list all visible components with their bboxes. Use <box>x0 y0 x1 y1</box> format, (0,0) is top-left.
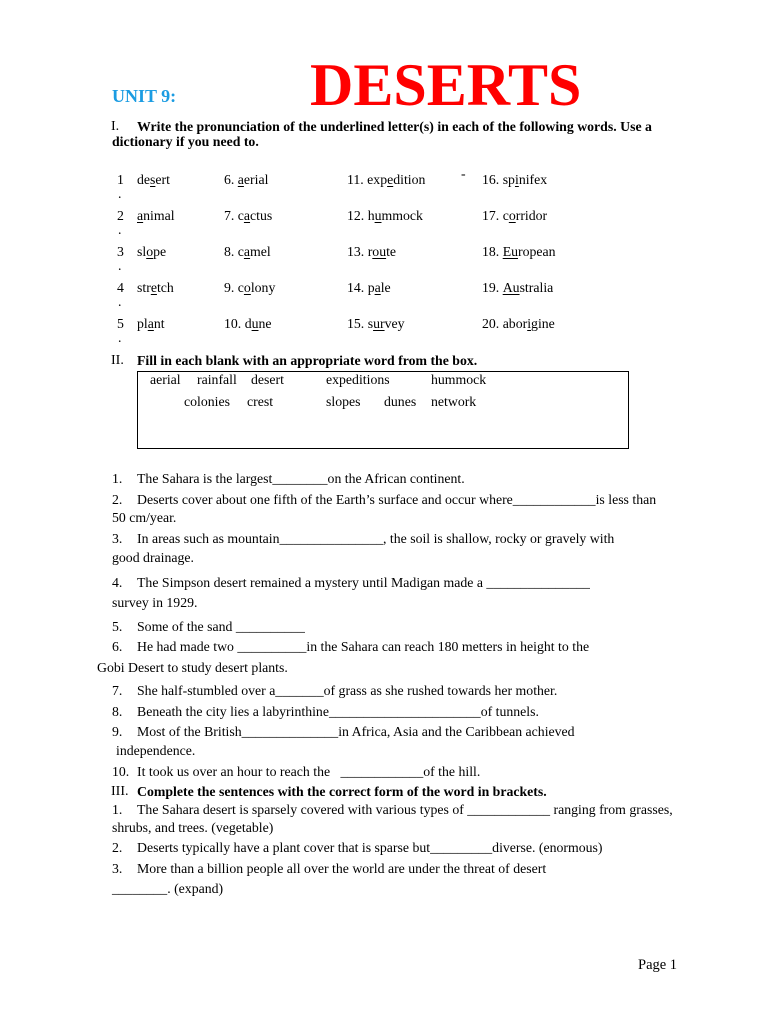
word-prefix: c <box>237 208 244 223</box>
underlined-letters: o <box>508 208 516 223</box>
word-suffix: erial <box>243 172 269 187</box>
word-number: 15. <box>347 316 365 331</box>
word-item <box>482 316 555 332</box>
fill-item-1 <box>0 471 768 486</box>
underlined-letters: i <box>527 316 532 331</box>
word-number: 6. <box>224 172 235 187</box>
word-suffix: le <box>380 280 391 295</box>
word-number: 12. <box>347 208 365 223</box>
item-text-line: ________. (expand) <box>112 881 224 896</box>
item-number: 1. <box>112 471 123 486</box>
word-number-dot: . <box>118 222 122 237</box>
underlined-letters: a <box>147 316 154 331</box>
word-number-dot: . <box>118 258 122 273</box>
word-bank-word: desert <box>251 372 284 387</box>
word-item <box>224 208 272 224</box>
word-number: 7. <box>224 208 235 223</box>
stray-dash-mark: - <box>461 166 466 181</box>
word-prefix: r <box>367 244 373 259</box>
word-bank-word: rainfall <box>197 372 237 387</box>
word-item <box>347 244 396 260</box>
item-number: 3. <box>112 531 123 546</box>
word-suffix: gine <box>531 316 555 331</box>
item-text-line: Some of the sand __________ <box>137 619 305 634</box>
item-number: 2. <box>112 492 123 507</box>
word-number: 17. <box>482 208 500 223</box>
fill-item-4 <box>0 575 768 610</box>
word-number: 2 <box>117 208 124 223</box>
word-suffix: ctus <box>250 208 273 223</box>
word-number: 16. <box>482 172 500 187</box>
item-text-line: Deserts cover about one fifth of the Earth’s surface and occur where____________is less than <box>137 492 657 507</box>
section-3-numeral: III. <box>111 784 129 799</box>
word-suffix: ne <box>258 316 272 331</box>
item-text-line: In areas such as mountain_______________, the soil is shallow, rocky or gravely with <box>137 531 615 546</box>
item-number: 9. <box>112 724 123 739</box>
word-item <box>347 208 423 224</box>
section-3-instruction: Complete the sentences with the correct form of the word in brackets. <box>137 784 547 799</box>
item-number: 6. <box>112 639 123 654</box>
word-suffix: rridor <box>515 208 548 223</box>
word-form-item-2 <box>0 840 768 855</box>
word-bank-word: colonies <box>184 394 230 409</box>
item-number: 10. <box>112 764 130 779</box>
underlined-letters: Eu <box>502 244 519 259</box>
item-text-line: The Sahara desert is sparsely covered with various types of ____________ ranging from grasses, <box>137 802 673 817</box>
word-suffix: te <box>386 244 397 259</box>
word-number-dot: . <box>118 294 122 309</box>
word-suffix: pe <box>153 244 167 259</box>
word-suffix: nt <box>153 316 165 331</box>
word-item <box>224 172 268 188</box>
word-bank-box <box>137 371 629 449</box>
word-suffix: mel <box>250 244 271 259</box>
fill-item-8 <box>0 704 768 719</box>
item-text-line: He had made two __________in the Sahara can reach 180 metters in height to the <box>137 639 590 654</box>
word-number-dot: . <box>118 186 122 201</box>
word-item <box>137 172 170 188</box>
word-number-dot: . <box>118 330 122 345</box>
section-1-instruction-line: dictionary if you need to. <box>112 134 259 149</box>
word-prefix: c <box>237 244 244 259</box>
fill-item-2 <box>0 492 768 525</box>
item-number: 7. <box>112 683 123 698</box>
item-text-line: good drainage. <box>112 550 194 565</box>
word-number: 5 <box>117 316 124 331</box>
word-bank-word: expeditions <box>326 372 390 387</box>
fill-item-6 <box>0 639 768 675</box>
word-item <box>137 208 175 224</box>
word-number: 4 <box>117 280 124 295</box>
word-item <box>224 244 271 260</box>
word-bank-word: aerial <box>150 372 181 387</box>
underlined-letters: i <box>514 172 519 187</box>
item-text-line: Gobi Desert to study desert plants. <box>97 660 288 675</box>
item-number: 5. <box>112 619 123 634</box>
word-suffix: dition <box>393 172 426 187</box>
word-form-item-3 <box>0 861 768 896</box>
word-item <box>347 172 425 188</box>
word-number: 9. <box>224 280 235 295</box>
word-prefix: c <box>237 280 244 295</box>
fill-item-7 <box>0 683 768 698</box>
underlined-letters: o <box>243 280 251 295</box>
item-text-line: Most of the British______________in Africa, Asia and the Caribbean achieved <box>137 724 575 739</box>
underlined-letters: a <box>137 208 144 223</box>
underlined-letters: u <box>374 208 382 223</box>
word-prefix: d <box>244 316 252 331</box>
item-text-line: It took us over an hour to reach the ____________of the hill. <box>137 764 481 779</box>
fill-item-3 <box>0 531 768 565</box>
section-1-instruction-line: Write the pronunciation of the underlined letter(s) in each of the following words. Use a <box>137 119 652 134</box>
item-text-line: She half-stumbled over a_______of grass as she rushed towards her mother. <box>137 683 558 698</box>
word-prefix: h <box>367 208 375 223</box>
word-item <box>224 316 272 332</box>
fill-item-5 <box>0 619 768 634</box>
word-suffix: nifex <box>518 172 548 187</box>
underlined-letters: e <box>387 172 394 187</box>
word-number: 13. <box>347 244 365 259</box>
item-number: 2. <box>112 840 123 855</box>
underlined-letters: ur <box>373 316 385 331</box>
word-prefix: c <box>502 208 509 223</box>
word-suffix: tch <box>156 280 174 295</box>
word-form-item-1 <box>0 802 768 835</box>
unit-label: UNIT 9: <box>112 86 177 106</box>
word-item <box>137 280 174 296</box>
word-suffix: stralia <box>519 280 554 295</box>
underlined-letters: a <box>237 172 244 187</box>
word-prefix: p <box>367 280 375 295</box>
item-number: 8. <box>112 704 123 719</box>
page-title: DESERTS <box>310 52 582 118</box>
word-number: 8. <box>224 244 235 259</box>
item-number: 3. <box>112 861 123 876</box>
word-suffix: nimal <box>143 208 175 223</box>
item-text-line: Beneath the city lies a labyrinthine______________________of tunnels. <box>137 704 539 719</box>
underlined-letters: u <box>251 316 259 331</box>
item-text-line: The Sahara is the largest________on the African continent. <box>137 471 465 486</box>
word-item <box>482 244 556 260</box>
word-suffix: lony <box>250 280 276 295</box>
word-number: 3 <box>117 244 124 259</box>
word-bank-word: dunes <box>384 394 417 409</box>
item-text-line: The Simpson desert remained a mystery until Madigan made a _______________ <box>137 575 590 590</box>
word-item <box>137 316 165 332</box>
word-item <box>482 208 547 224</box>
item-text-line: independence. <box>116 743 196 758</box>
fill-item-10 <box>0 764 768 779</box>
word-item <box>347 316 404 332</box>
section-2-numeral: II. <box>111 353 124 368</box>
word-item <box>482 280 553 296</box>
word-prefix: s <box>367 316 374 331</box>
word-prefix: de <box>137 172 151 187</box>
word-prefix: pl <box>137 316 148 331</box>
word-bank-word: crest <box>247 394 274 409</box>
underlined-letters: a <box>243 208 251 223</box>
word-suffix: mmock <box>381 208 423 223</box>
word-prefix: abor <box>502 316 528 331</box>
page-number: Page 1 <box>638 957 678 973</box>
word-number: 14. <box>347 280 365 295</box>
word-suffix: ert <box>155 172 170 187</box>
item-text-line: shrubs, and trees. (vegetable) <box>112 820 274 835</box>
item-number: 4. <box>112 575 123 590</box>
word-suffix: vey <box>384 316 405 331</box>
section-1-numeral: I. <box>111 119 120 134</box>
underlined-letters: e <box>150 280 157 295</box>
word-number: 11. <box>347 172 364 187</box>
word-item <box>137 244 166 260</box>
word-prefix: str <box>137 280 151 295</box>
underlined-letters: ou <box>372 244 387 259</box>
item-text-line: More than a billion people all over the world are under the threat of desert <box>137 861 547 876</box>
item-text-line: survey in 1929. <box>112 595 198 610</box>
word-number: 19. <box>482 280 500 295</box>
underlined-letters: s <box>150 172 156 187</box>
section-2-instruction: Fill in each blank with an appropriate word from the box. <box>137 353 478 368</box>
word-prefix: exp <box>367 172 388 187</box>
item-text-line: 50 cm/year. <box>112 510 177 525</box>
underlined-letters: o <box>146 244 154 259</box>
word-number: 10. <box>224 316 242 331</box>
item-number: 1. <box>112 802 123 817</box>
word-number: 18. <box>482 244 500 259</box>
item-text-line: Deserts typically have a plant cover that is sparse but_________diverse. (enormous) <box>137 840 603 855</box>
underlined-letters: Au <box>502 280 520 295</box>
word-prefix: sl <box>137 244 147 259</box>
word-number: 1 <box>117 172 124 187</box>
word-number: 20. <box>482 316 500 331</box>
underlined-letters: a <box>374 280 381 295</box>
word-bank-word: network <box>431 394 477 409</box>
word-bank-word: hummock <box>431 372 487 387</box>
word-item <box>224 280 275 296</box>
word-bank-word: slopes <box>326 394 361 409</box>
word-suffix: ropean <box>518 244 556 259</box>
word-item <box>482 172 547 188</box>
underlined-letters: a <box>243 244 251 259</box>
fill-item-9 <box>0 724 768 758</box>
word-item <box>347 280 391 296</box>
word-prefix: sp <box>502 172 515 187</box>
